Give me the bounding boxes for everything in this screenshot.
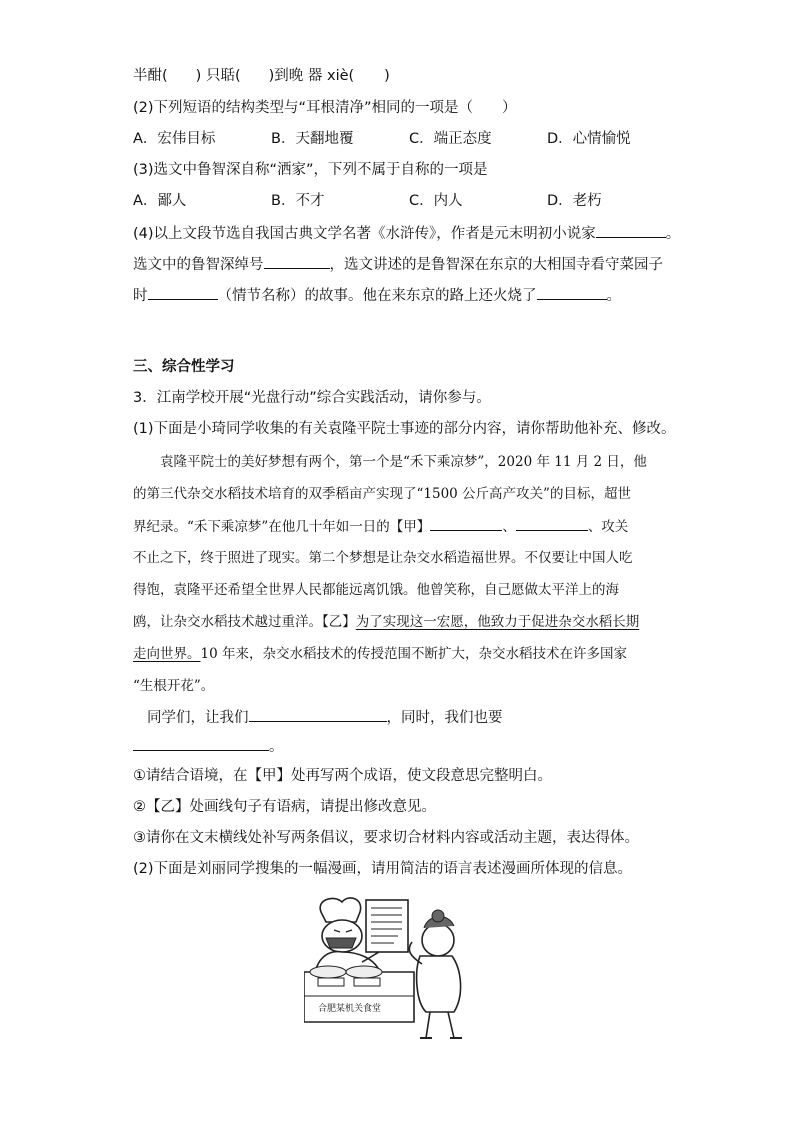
episode-blank[interactable] [148, 285, 218, 300]
nickname-blank[interactable] [264, 254, 330, 269]
flawed-sentence-part-2: 走向世界。 [133, 646, 201, 662]
q3-stem: (3)选文中鲁智深自称“洒家”，下列不属于自称的一项是 [133, 162, 488, 178]
proposal-blank-1[interactable] [249, 707, 387, 722]
q2-option-b[interactable]: B．天翻地覆 [271, 131, 354, 147]
cartoon-drawing [304, 892, 480, 1042]
sub-question-1: (1)下面是小琦同学收集的有关袁隆平院士事迹的部分内容，请你帮助他补充、修改。 [133, 421, 676, 437]
task-3: ③请你在文末横线处补写两条倡议，要求切合材料内容或活动主题，表达得体。 [133, 830, 639, 846]
canteen-sign: 合肥某机关食堂 [318, 1004, 382, 1014]
passage-line-6: 鸥，让杂交水稻技术越过重洋。【乙】为了实现这一宏愿，他致力于促进杂交水稻长期 [133, 614, 640, 630]
q4-line-1: (4)以上文段节选自我国古典文学名著《水浒传》，作者是元末明初小说家 。 [133, 223, 680, 244]
passage-line-4: 不止之下，终于照进了现实。第二个梦想是让杂交水稻造福世界。不仅要让中国人吃 [133, 550, 633, 566]
q2-option-a[interactable]: A．宏伟目标 [133, 131, 216, 147]
cartoon-illustration [304, 892, 480, 1042]
q2-stem: (2)下列短语的结构类型与“耳根清净”相同的一项是（ ） [133, 100, 517, 116]
passage-line-7: 走向世界。10 年来，杂交水稻技术的传授范围不断扩大，杂交水稻技术在许多国家 [133, 646, 627, 662]
q3-title: 3．江南学校开展“光盘行动”综合实践活动，请你参与。 [133, 390, 491, 406]
idiom-blank-2[interactable] [516, 516, 588, 531]
author-blank[interactable] [596, 223, 666, 238]
passage-line-2: 的第三代杂交水稻技术培育的双季稻亩产实现了“1500 公斤高产攻关”的目标，超世 [133, 486, 631, 502]
q4-line-3: 时 （情节名称）的故事。他在来东京的路上还火烧了 。 [133, 285, 621, 306]
proposal-line: 同学们，让我们 ，同时，我们也要 [147, 707, 503, 728]
q3-option-d[interactable]: D．老朽 [547, 193, 602, 209]
passage-line-8: “生根开花”。 [133, 678, 215, 694]
pinyin-fill-line: 半酣( ) 只聒( )到晚 器 xiè( ) [133, 68, 390, 84]
task-2: ②【乙】处画线句子有语病，请提出修改意见。 [133, 799, 436, 815]
flawed-sentence-part-1: 为了实现这一宏愿，他致力于促进杂交水稻长期 [355, 614, 640, 630]
q3-option-c[interactable]: C．内人 [409, 193, 463, 209]
proposal-line-2: 。 [133, 736, 284, 757]
sub-question-2: (2)下面是刘丽同学搜集的一幅漫画，请用简洁的语言表述漫画所体现的信息。 [133, 861, 633, 877]
passage-line-3: 界纪录。“禾下乘凉梦”在他几十年如一日的【甲】 、 、攻关 [133, 516, 628, 537]
q4-line-2: 选文中的鲁智深绰号 ，选文讲述的是鲁智深在东京的大相国寺看守菜园子 [133, 254, 663, 275]
task-1: ①请结合语境，在【甲】处再写两个成语，使文段意思完整明白。 [133, 768, 552, 784]
passage-line-5: 得饱，袁隆平还希望全世界人民都能远离饥饿。他曾笑称，自己愿做太平洋上的海 [133, 582, 619, 598]
burned-place-blank[interactable] [537, 285, 607, 300]
q3-option-b[interactable]: B．不才 [271, 193, 325, 209]
q3-option-a[interactable]: A．鄙人 [133, 193, 187, 209]
idiom-blank-1[interactable] [430, 516, 502, 531]
pinyin-item-2: ) 只聒( [195, 68, 241, 84]
proposal-blank-2[interactable] [133, 736, 269, 751]
q2-options [133, 129, 653, 149]
section-heading: 三、综合性学习 [133, 359, 235, 375]
pinyin-item-3: )到晚 器 xiè( [268, 68, 355, 84]
passage-line-1: 袁隆平院士的美好梦想有两个，第一个是“禾下乘凉梦”，2020 年 11 月 2 日，他 [160, 454, 647, 470]
q2-option-d[interactable]: D．心情愉悦 [547, 131, 631, 147]
q3-options [133, 191, 653, 211]
q2-option-c[interactable]: C．端正态度 [409, 131, 492, 147]
pinyin-item-1: 半酣( [133, 68, 168, 84]
